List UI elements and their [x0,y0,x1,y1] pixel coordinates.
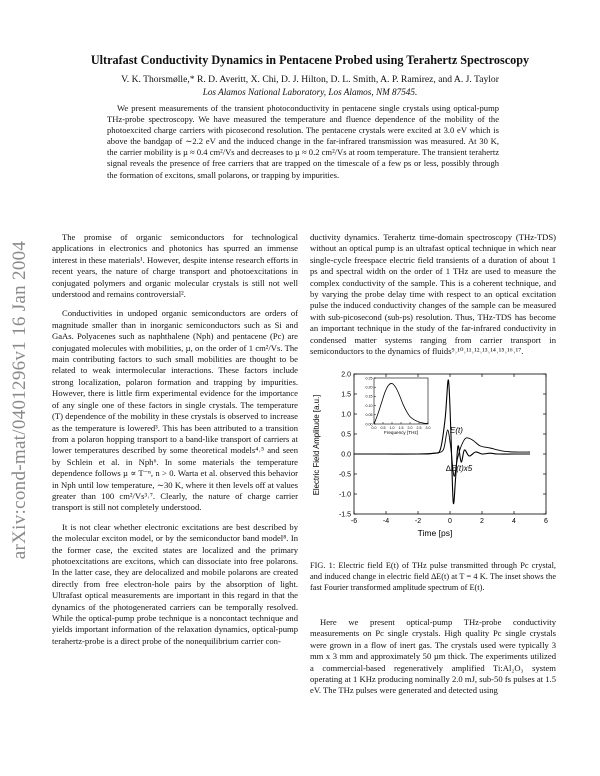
series-line-delta-e [354,430,530,476]
paragraph: Conductivities in undoped organic semiconductors are orders of magnitude smaller than in inorganic semiconductors such as Si and GaAs. Polyacenes such as naphthalene (Nph) and pentacene (Pc) are conjugated molecules with mobilities, µ, on the order of 1 cm²/Vs. The main contributing factors to such small mobilities are thought to be related to weak intermolecular interactions. These factors include strong localization, polaron formation and trapping by impurities. However, there is little firm experimental evidence for the importance of any single one of these factors in single crystals. The temperature (T) dependence of the mobility in these crystals is observed to increase as the temperature is lowered³. This has been attributed to a transition from a polaron hopping transport to a band-like transport of carriers at lower temperatures described by some theoretical models⁴˒⁵ and seen by Schlein et al. in Nph⁶. In some materials the temperature dependence follows µ ∝ T⁻ⁿ, n > 0. Warta et al. observed this behavior in Nph until low temperature, ∼30 K, where it then levels off at values greater than 100 cm²/Vs³˒⁷. Clearly, the nature of charge carrier transport is still not completely understood. [52,308,298,513]
y-tick-label: 0.0 [341,451,351,459]
inset-y-tick-label: 0.20 [365,385,373,390]
x-tick-label: -6 [350,518,358,525]
paragraph: Here we present optical-pump THz-probe conductivity measurements on Pc single crystals. High quality Pc single crystals were grown in a flow of inert gas. The crystals used were typically 3 mm x 3 mm and approximately 50 µm thick. The experiments utilized a commercial-based regeneratively amplified Ti:Al₂O₃ system operating at 1 KHz producing nominally 2.0 mJ, sub-50 fs pulses at 1.5 eV. The THz pulses were generated and detected using [310,617,556,696]
x-tick-label: 4 [512,518,516,525]
inset-x-tick-label: 2.5 [416,426,422,430]
y-tick-label: 0.5 [341,431,351,439]
chart-svg [310,368,556,540]
x-tick-label: -2 [414,518,422,525]
paper-title: Ultrafast Conductivity Dynamics in Pentacene Probed using Terahertz Spectroscopy [90,53,530,67]
x-axis-label: Time [ps] [417,528,453,538]
inset-y-tick-label: 0.25 [365,376,373,381]
x-tick-label: 6 [544,518,548,525]
inset-x-tick-label: 0.0 [371,426,377,430]
x-tick-label: -4 [382,518,390,525]
y-axis-label: Electric Field Amplitude [a.u.] [312,394,321,496]
paragraph: The promise of organic semiconductors for technological applications in electronics and photonics has spurred an immense interest in these materials¹. However, despite intense research efforts in recent years, the nature of charge transport and photoexcitations in conjugated polymers and organic molecular crystals is still not well understood and remains controversial². [52,232,298,300]
paragraph: ductivity dynamics. Terahertz time-domain spectroscopy (THz-TDS) without an optical pump is an ultrafast optical technique in which near single-cycle freespace electric field transients of a duration of about 1 ps and spectral width on the order of 1 THz are used to measure the complex conductivity of the sample. This is a coherent technique, and by varying the probe delay time with respect to an optical excitation pulse the induced conductivity changes of the sample can be measured with sub-picosecond (sub-ps) resolution. Thus, THz-TDS has become an important technique in the study of the far-infrared conductivity in condensed matter systems ranging from carrier transport in semiconductors to the dynamics of fluids⁹˒¹⁰˒¹¹˒¹²˒¹³˒¹⁴˒¹⁵˒¹⁶˒¹⁷. [310,232,556,357]
inset-y-tick-label: 0.00 [365,422,373,427]
right-column-continued [310,617,556,697]
chart-inset [366,376,431,435]
author-list: V. K. Thorsmølle,* R. D. Averitt, X. Chi, D. J. Hilton, D. L. Smith, A. P. Ramirez, and A. J. Taylor [121,74,499,85]
abstract: We present measurements of the transient photoconductivity in pentacene single crystals using optical-pump THz-probe spectroscopy. We have measured the temperature and fluence dependence of the mobility of the photoexcited charge carriers with picosecond resolution. The pentacene crystals were excited at 3.0 eV which is above the bandgap of ∼2.2 eV and the induced change in the far-infrared transmission was measured. At 30 K, the carrier mobility is µ ≈ 0.4 cm²/Vs and decreases to µ ≈ 0.2 cm²/Vs at room temperature. The transient terahertz signal reveals the presence of free carriers that are trapped on the timescale of a few ps or less, possibly through the formation of excitons, small polarons, or trapping by impurities. [107,103,499,180]
x-tick-label: 0 [448,518,452,525]
right-column [310,232,556,365]
arxiv-identifier: arXiv:cond-mat/0401296v1 16 Jan 2004 [9,240,31,560]
inset-y-tick-label: 0.05 [365,413,373,418]
y-tick-label: -1.0 [338,491,351,499]
left-column [52,232,298,655]
y-tick-label: 1.5 [341,391,351,399]
inset-x-tick-label: 1.5 [398,426,404,430]
y-tick-label: -1.5 [338,511,351,519]
series-label-delta-e: ∆E(t)x5 [446,464,473,473]
y-tick-label: 2.0 [341,371,351,379]
affiliation: Los Alamos National Laboratory, Los Alamos, NM 87545. [202,87,418,97]
inset-x-tick-label: 0.5 [380,426,386,430]
figure-caption: FIG. 1: Electric field E(t) of THz pulse transmitted through Pc crystal, and induced change in electric field ∆E(t) at T = 4 K. The inset shows the fast Fourier transformed amplitude spectrum of E(t). [310,561,556,592]
series-label-e: E(t) [450,426,463,435]
y-tick-label: -0.5 [338,471,351,479]
x-tick-label: 2 [480,518,484,525]
inset-y-tick-label: 0.10 [365,403,373,408]
inset-y-tick-label: 0.15 [365,394,373,399]
paragraph: It is not clear whether electronic excitations are best described by the molecular exciton model, or by the semiconductor band model⁸. In the former case, the excited states are localized and the primary photoexcitations are excitons, which can dissociate into free polarons. In the latter case, they are delocalized and mobile polarons are created directly from free electron-hole pairs by the absorption of light. Ultrafast optical measurements are important in this regard in that the dynamics of the photogenerated carriers can be temporally resolved. While the optical-pump probe technique is a noncontact technique and yields important information of the relaxation dynamics, optical-pump terahertz-probe is a direct probe of the nonequilibrium carrier con- [52,521,298,646]
y-tick-label: 1.0 [341,411,351,419]
inset-x-tick-label: 2.0 [407,426,413,430]
arxiv-stamp [8,205,32,595]
inset-x-tick-label: 3.0 [425,426,431,430]
inset-x-tick-label: 1.0 [389,426,395,430]
inset-x-axis-label: Frequency [THz] [384,430,418,435]
figure-1 [310,368,556,540]
